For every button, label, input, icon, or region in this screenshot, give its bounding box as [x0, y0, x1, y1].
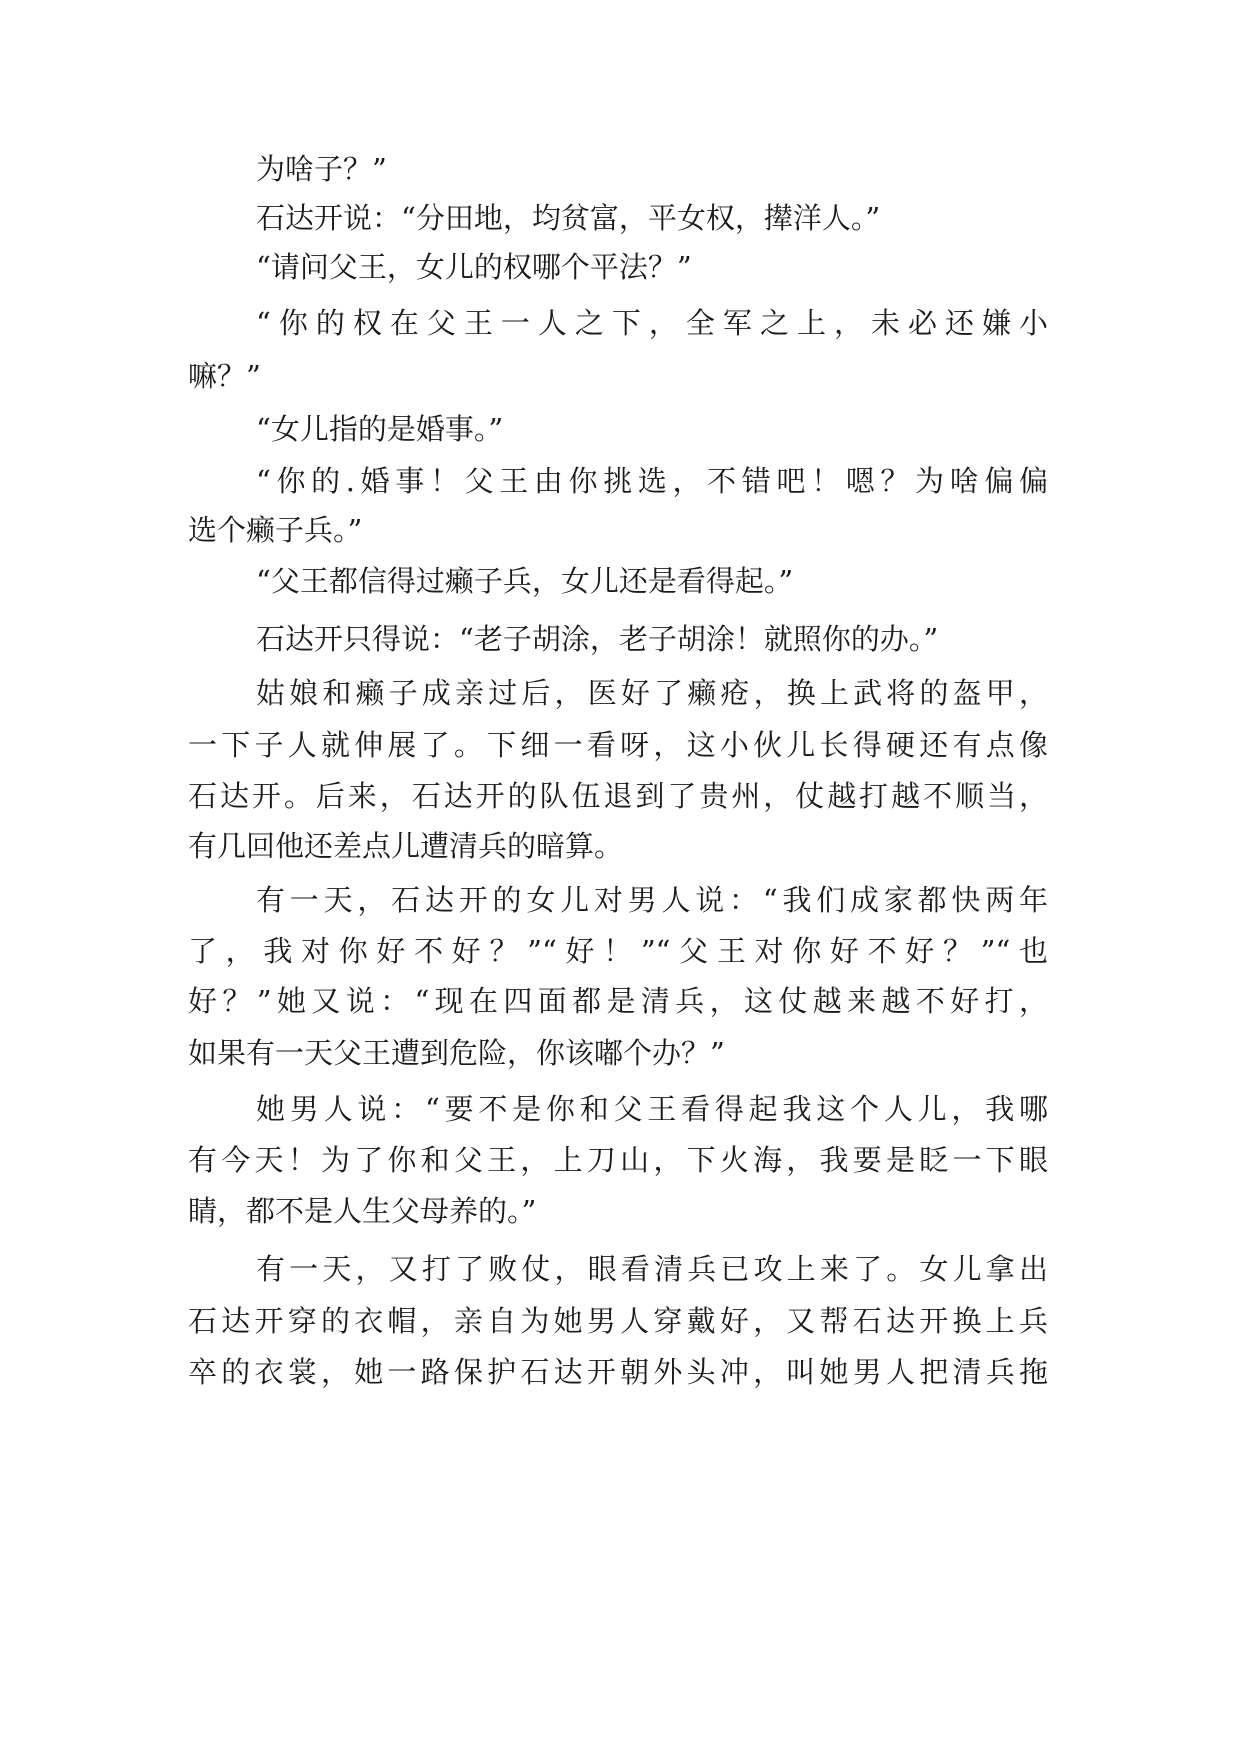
text-line: 石达开穿的衣帽，亲自为她男人穿戴好，又帮石达开换上兵: [188, 1304, 1048, 1338]
text-line: 如果有一天父王遭到危险，你该嘟个办？”: [188, 1036, 725, 1070]
text-line: 睛，都不是人生父母养的。”: [188, 1194, 537, 1228]
text-line: 有几回他还差点儿遭清兵的暗算。: [188, 829, 624, 863]
text-line: 选个癞子兵。”: [188, 513, 363, 547]
text-line: 她男人说：“要不是你和父王看得起我这个人儿，我哪: [256, 1092, 1048, 1126]
text-line: 嘛？”: [188, 359, 261, 393]
text-line: 卒的衣裳，她一路保护石达开朝外头冲，叫她男人把清兵拖: [188, 1355, 1048, 1389]
text-line: “你的权在父王一人之下，全军之上，未必还嫌小: [256, 306, 1048, 340]
text-line: 石达开。后来，石达开的队伍退到了贵州，仗越打越不顺当，: [188, 779, 1048, 813]
text-line: “你的.婚事！父王由你挑选，不错吧！嗯？为啥偏偏: [256, 464, 1048, 498]
text-line: 有今天！为了你和父王，上刀山，下火海，我要是眨一下眼: [188, 1143, 1048, 1177]
text-line: 有一天，石达开的女儿对男人说：“我们成家都快两年: [256, 883, 1048, 917]
text-line: 有一天，又打了败仗，眼看清兵已攻上来了。女儿拿出: [256, 1252, 1048, 1286]
text-line: 一下子人就伸展了。下细一看呀，这小伙儿长得硬还有点像: [188, 728, 1048, 762]
text-line: 为啥子？”: [256, 152, 387, 186]
text-line: 好？”她又说：“现在四面都是清兵，这仗越来越不好打，: [188, 984, 1048, 1018]
text-line: 石达开只得说：“老子胡涂，老子胡涂！就照你的办。”: [256, 622, 939, 656]
text-line: 石达开说：“分田地，均贫富，平女权，撵洋人。”: [256, 201, 881, 235]
text-line: “父王都信得过癞子兵，女儿还是看得起。”: [256, 564, 794, 598]
text-line: “请问父王，女儿的权哪个平法？”: [256, 250, 692, 284]
text-line: “女儿指的是婚事。”: [256, 412, 504, 446]
text-line: 了，我对你好不好？”“好！”“父王对你好不好？”“也: [188, 934, 1048, 968]
text-line: 姑娘和癞子成亲过后，医好了癞疮，换上武将的盔甲，: [256, 676, 1048, 710]
